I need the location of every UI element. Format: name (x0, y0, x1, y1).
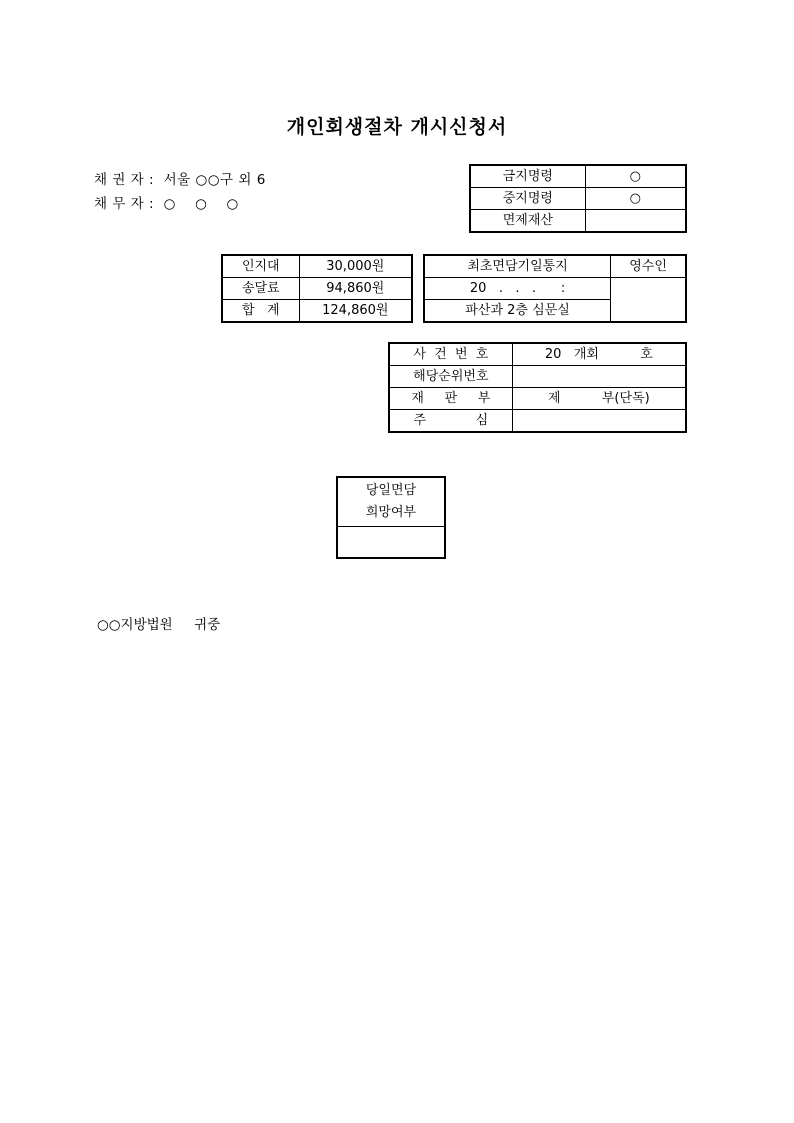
table-row (389, 388, 686, 410)
case-value (512, 366, 686, 388)
receipt-stamp-cell (611, 278, 686, 323)
table-row (424, 255, 686, 278)
notice-place: 파산과 2층 심문실 (424, 300, 611, 323)
receipt-header: 영수인 (611, 255, 686, 278)
fees-table (221, 254, 413, 323)
interview-label-line1: 당일면담 (365, 483, 417, 498)
order-value (585, 210, 686, 233)
table-row (337, 527, 445, 559)
table-row (470, 210, 686, 233)
interview-label (337, 477, 445, 527)
case-label: 재 판 부 (389, 388, 512, 410)
case-label: 주 심 (389, 410, 512, 433)
order-value: ○ (585, 188, 686, 210)
case-value: 제 부(단독) (512, 388, 686, 410)
document-title: 개인회생절차 개시신청서 (286, 116, 508, 138)
order-value: ○ (585, 165, 686, 188)
table-row (424, 278, 686, 300)
fee-value: 94,860원 (299, 278, 412, 300)
table-row (222, 278, 412, 300)
notice-table (423, 254, 687, 323)
orders-table (469, 164, 687, 233)
case-value: 20 개회 호 (512, 343, 686, 366)
fee-value: 30,000원 (299, 255, 412, 278)
table-row (389, 410, 686, 433)
notice-header: 최초면담기일통지 (424, 255, 611, 278)
fee-label: 인지대 (222, 255, 299, 278)
fee-value: 124,860원 (299, 300, 412, 323)
table-row (337, 477, 445, 527)
notice-date: 20 . . . : (424, 278, 611, 300)
debtor-line: 채 무 자 : ○ ○ ○ (94, 196, 239, 212)
order-label: 금지명령 (470, 165, 585, 188)
interview-value (337, 527, 445, 559)
interview-box (336, 476, 446, 559)
table-row (470, 165, 686, 188)
order-label: 면제재산 (470, 210, 585, 233)
court-addressee: ○○지방법원 귀중 (97, 617, 221, 633)
table-row (470, 188, 686, 210)
interview-label-line2: 희망여부 (365, 505, 417, 520)
table-row (222, 300, 412, 323)
case-value (512, 410, 686, 433)
table-row (389, 366, 686, 388)
table-row (389, 343, 686, 366)
order-label: 중지명령 (470, 188, 585, 210)
case-label: 사 건 번 호 (389, 343, 512, 366)
fee-label: 합 계 (222, 300, 299, 323)
table-row (222, 255, 412, 278)
creditor-line: 채 권 자 : 서울 ○○구 외 6 (94, 172, 266, 188)
case-table (388, 342, 687, 433)
fee-label: 송달료 (222, 278, 299, 300)
case-label: 해당순위번호 (389, 366, 512, 388)
